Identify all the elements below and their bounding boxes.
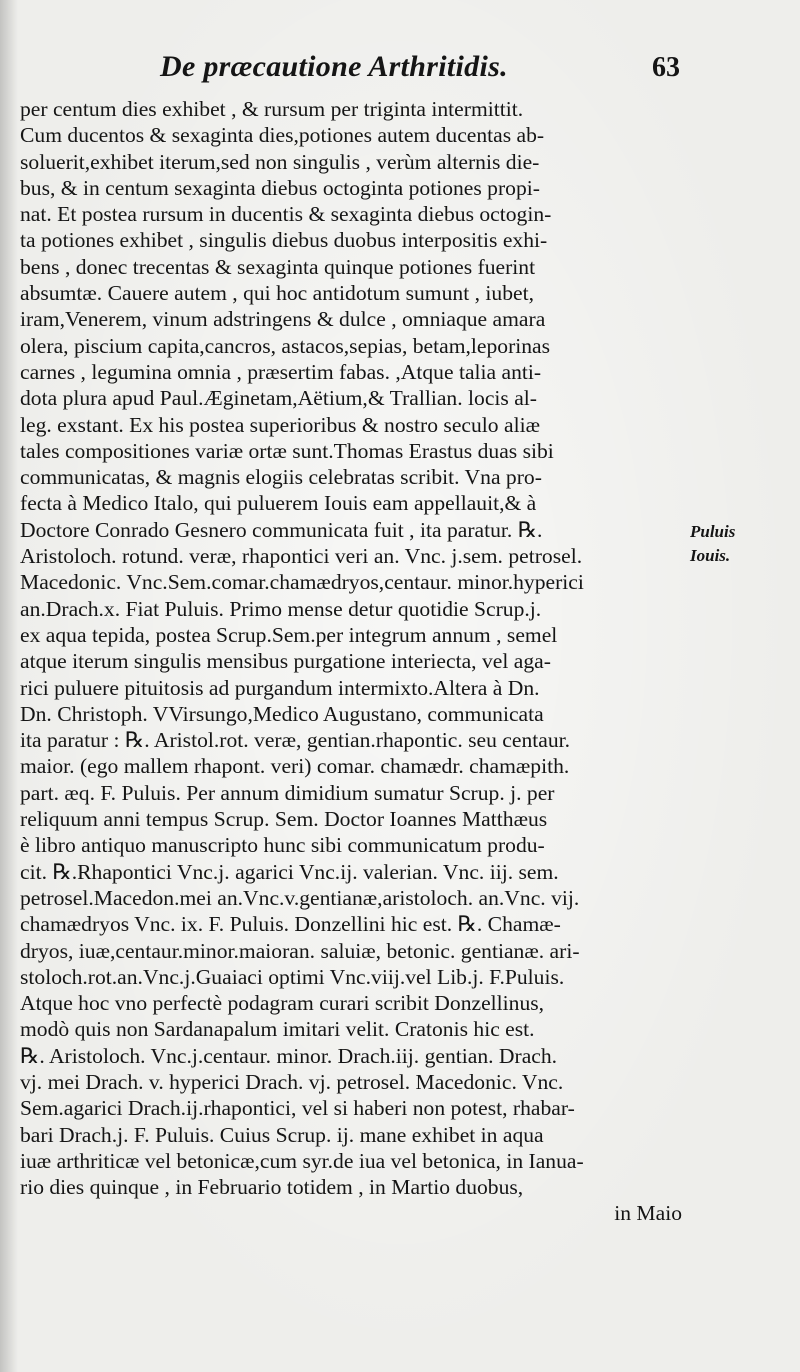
text-line: Dn. Christoph. VVirsungo,Medico Augustano, communicata (20, 701, 544, 726)
text-line: Doctore Conrado Gesnero communicata fuit , ita paratur. ℞. (20, 517, 543, 542)
text-line: iram,Venerem, vinum adstringens & dulce , omniaque amara (20, 307, 546, 332)
text-line: an.Drach.x. Fiat Puluis. Primo mense detur quotidie Scrup.j. (20, 596, 542, 621)
text-line: Atque hoc vno perfectè podagram curari scribit Donzellinus, (20, 991, 545, 1016)
body-text (20, 96, 682, 1227)
text-line: Macedonic. Vnc.Sem.comar.chamædryos,centaur. minor.hyperici (20, 570, 584, 595)
text-line: communicatas, & magnis elogiis celebratas scribit. Vna pro- (20, 465, 542, 490)
text-line: olera, piscium capita,cancros, astacos,sepias, betam,leporinas (20, 333, 551, 358)
text-line: maior. (ego mallem rhapont. veri) comar. chamædr. chamæpith. (20, 754, 570, 779)
margin-note-line: Puluis (690, 522, 736, 541)
text-line: nat. Et postea rursum in ducentis & sexaginta diebus octogin- (20, 202, 552, 227)
running-title: De præcautione Arthritidis. (160, 50, 508, 83)
running-head (160, 50, 680, 90)
text-line: Sem.agarici Drach.ij.rhapontici, vel si haberi non potest, rhabar- (20, 1096, 575, 1121)
text-line: ta potiones exhibet , singulis diebus duobus interpositis exhi- (20, 228, 548, 253)
text-line: soluerit,exhibet iterum,sed non singulis , verùm alternis die- (20, 149, 540, 174)
text-line: dota plura apud Paul.Æginetam,Aëtium,& Trallian. locis al- (20, 386, 537, 411)
margin-note (690, 520, 735, 568)
margin-note-line: Iouis. (690, 546, 731, 565)
text-line: rio dies quinque , in Februario totidem , in Martio duobus, (20, 1175, 524, 1200)
text-line: bus, & in centum sexaginta diebus octoginta potiones propi- (20, 175, 540, 200)
text-line: dryos, iuæ,centaur.minor.maioran. saluiæ, betonic. gentianæ. ari- (20, 938, 580, 963)
catchword: in Maio (614, 1201, 682, 1226)
text-line: modò quis non Sardanapalum imitari velit. Cratonis hic est. (20, 1017, 535, 1042)
page-gutter-shadow (0, 0, 18, 1372)
text-line: ex aqua tepida, postea Scrup.Sem.per integrum annum , semel (20, 622, 558, 647)
text-line: cit. ℞.Rhapontici Vnc.j. agarici Vnc.ij. valerian. Vnc. iij. sem. (20, 859, 559, 884)
text-line: Cum ducentos & sexaginta dies,potiones autem ducentas ab- (20, 123, 545, 148)
text-line: ita paratur : ℞. Aristol.rot. veræ, gentian.rhapontic. seu centaur. (20, 728, 571, 753)
text-line: è libro antiquo manuscripto hunc sibi communicatum produ- (20, 833, 545, 858)
text-line: petrosel.Macedon.mei an.Vnc.v.gentianæ,aristoloch. an.Vnc. vij. (20, 885, 580, 910)
text-line: chamædryos Vnc. ix. F. Puluis. Donzellini hic est. ℞. Chamæ- (20, 912, 561, 937)
text-line: atque iterum singulis mensibus purgatione interiecta, vel aga- (20, 649, 551, 674)
text-line: Aristoloch. rotund. veræ, rhapontici veri an. Vnc. j.sem. petrosel. (20, 544, 583, 569)
text-line: iuæ arthriticæ vel betonicæ,cum syr.de iua vel betonica, in Ianua- (20, 1148, 584, 1173)
text-line: vj. mei Drach. v. hyperici Drach. vj. petrosel. Macedonic. Vnc. (20, 1069, 564, 1094)
text-line: tales compositiones variæ ortæ sunt.Thomas Erastus duas sibi (20, 438, 554, 463)
text-line: per centum dies exhibet , & rursum per triginta intermittit. (20, 97, 524, 121)
text-line: carnes , legumina omnia , præsertim fabas. ,Atque talia anti- (20, 359, 542, 384)
text-line: reliquum anni tempus Scrup. Sem. Doctor Ioannes Matthæus (20, 807, 548, 832)
text-line: rici puluere pituitosis ad purgandum intermixto.Altera à Dn. (20, 675, 540, 700)
text-line: bens , donec trecentas & sexaginta quinque potiones fuerint (20, 254, 536, 279)
text-line: bari Drach.j. F. Puluis. Cuius Scrup. ij. mane exhibet in aqua (20, 1122, 544, 1147)
text-line: stoloch.rot.an.Vnc.j.Guaiaci optimi Vnc.viij.vel Lib.j. F.Puluis. (20, 964, 565, 989)
text-line: ℞. Aristoloch. Vnc.j.centaur. minor. Drach.iij. gentian. Drach. (20, 1043, 558, 1068)
text-line: fecta à Medico Italo, qui puluerem Iouis eam appellauit,& à (20, 491, 537, 516)
text-line: leg. exstant. Ex his postea superioribus & nostro seculo aliæ (20, 412, 540, 437)
text-line: part. æq. F. Puluis. Per annum dimidium sumatur Scrup. j. per (20, 780, 555, 805)
page-number: 63 (652, 52, 680, 83)
text-line: absumtæ. Cauere autem , qui hoc antidotum sumunt , iubet, (20, 281, 534, 306)
